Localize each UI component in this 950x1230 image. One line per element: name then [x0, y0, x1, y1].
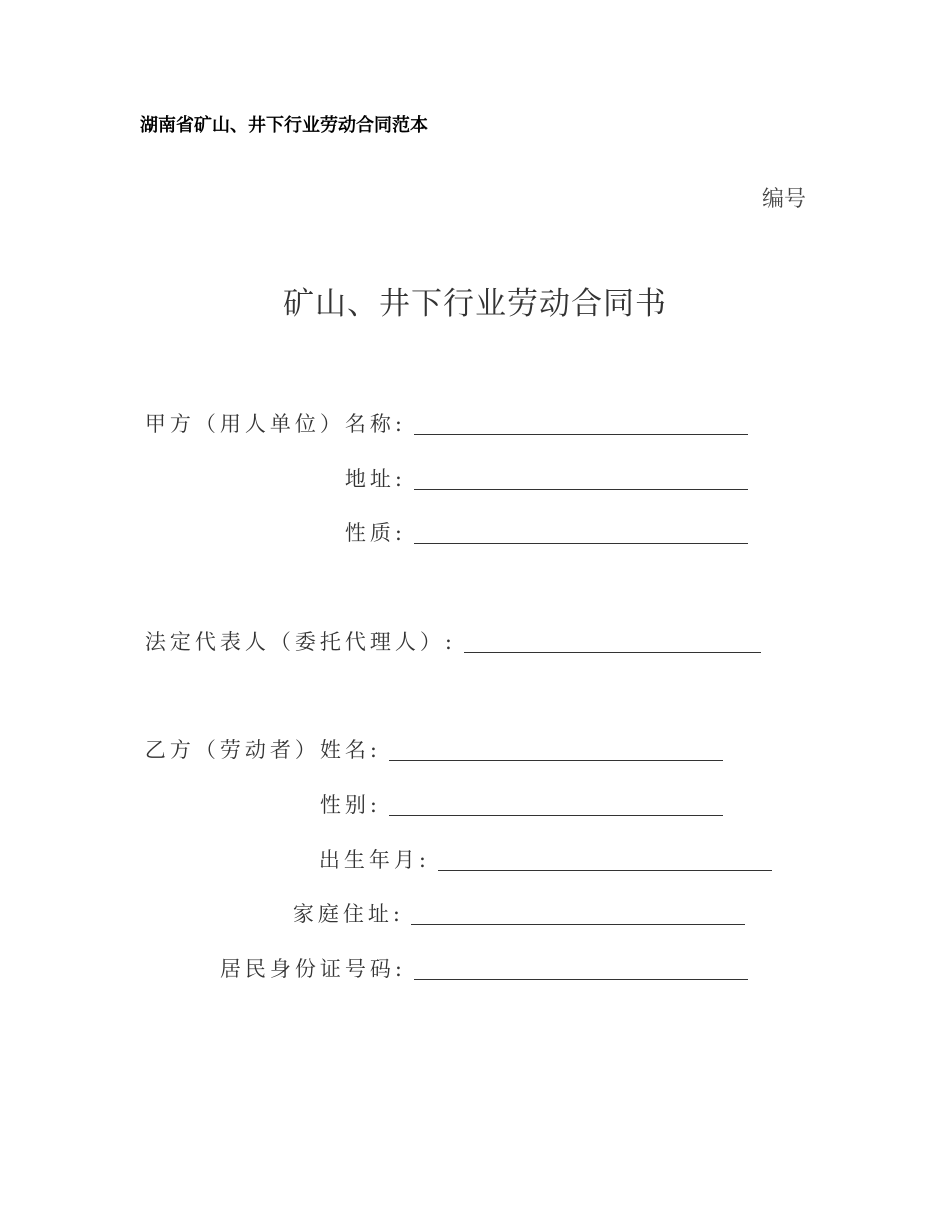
- party-b-name-field: [100, 736, 381, 766]
- party-b-birth-field: [100, 846, 430, 876]
- party-b-gender-field: [100, 791, 381, 821]
- party-a-nature-label: 性质:: [344, 521, 406, 545]
- party-b-home-address-label: 家庭住址:: [292, 902, 404, 926]
- party-b-name-blank[interactable]: [389, 760, 723, 761]
- party-a-address-field: [100, 465, 406, 495]
- party-b-birth-label: 出生年月:: [318, 848, 430, 872]
- party-a-name-label: 甲方（用人单位）名称:: [144, 412, 406, 436]
- party-a-name-field: [100, 410, 406, 440]
- representative-label: 法定代表人（委托代理人）:: [144, 630, 456, 654]
- party-b-id-number-label: 居民身份证号码:: [219, 957, 406, 981]
- representative-blank[interactable]: [464, 652, 761, 653]
- party-a-name-blank[interactable]: [414, 434, 748, 435]
- party-b-home-address-blank[interactable]: [411, 924, 745, 925]
- document-title: 矿山、井下行业劳动合同书: [283, 286, 667, 322]
- party-a-address-label: 地址:: [344, 467, 406, 491]
- representative-field: [100, 628, 456, 658]
- party-b-gender-label: 性别:: [319, 793, 381, 817]
- header-title: 湖南省矿山、井下行业劳动合同范本: [140, 115, 428, 136]
- serial-number-label: 编号: [762, 187, 807, 212]
- party-b-name-label: 乙方（劳动者）姓名:: [144, 738, 381, 762]
- party-b-id-number-blank[interactable]: [414, 979, 748, 980]
- party-a-nature-field: [100, 519, 406, 549]
- party-b-id-number-field: [100, 955, 406, 985]
- party-b-gender-blank[interactable]: [389, 815, 723, 816]
- party-b-birth-blank[interactable]: [438, 870, 772, 871]
- party-a-nature-blank[interactable]: [414, 543, 748, 544]
- party-a-address-blank[interactable]: [414, 489, 748, 490]
- party-b-home-address-field: [100, 900, 404, 930]
